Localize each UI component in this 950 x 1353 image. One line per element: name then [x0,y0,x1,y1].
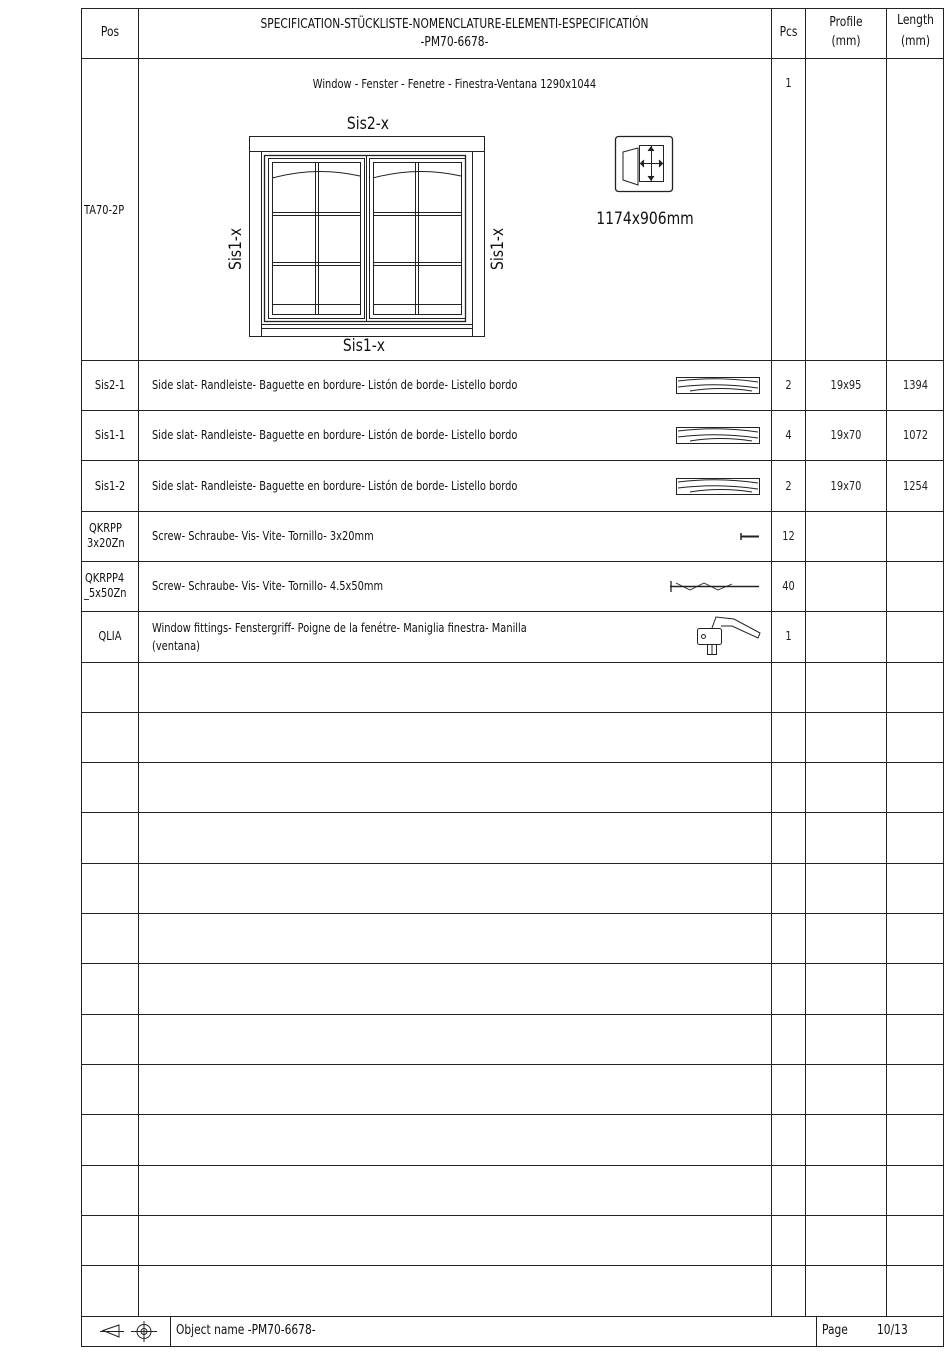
window-type-icon [616,137,673,192]
object-name: Object name -PM70-6678- [176,1323,316,1338]
slat-icon [677,428,760,444]
row-pos: Sis1-1 [94,428,126,442]
crosshair-target-icon [131,1321,157,1342]
page-number: 10/13 [877,1323,908,1338]
main-item-pcs: 1 [785,76,792,90]
header-length: Length [897,13,934,28]
long-screw-icon [670,581,759,592]
row-desc: Screw- Schraube- Vis- Vite- Tornillo- 4.5x50mm [152,579,384,593]
row-pcs: 2 [785,479,792,493]
projection-symbol-icon [100,1325,124,1337]
main-item-pos: TA70-2P [84,203,125,217]
row-profile: 19x95 [830,378,862,392]
row-desc: Side slat- Randleiste- Baguette en bordure- Listón de borde- Listello bordo [152,428,518,442]
row-length: 1072 [902,428,929,442]
header-profile: Profile [829,15,863,30]
row-desc: Window fittings- Fenstergriff- Poigne de la fenétre- Maniglia finestra- Manilla [152,621,527,635]
row-length: 1254 [902,479,929,493]
row-pos: Sis2-1 [94,378,126,392]
row-pos: QKRPP [89,521,122,535]
row-desc: Side slat- Randleiste- Baguette en bordure- Listón de borde- Listello bordo [152,378,518,392]
slat-icon [677,378,760,394]
row-pos: QLIA [98,629,122,643]
row-pos: QKRPP4 [85,571,125,585]
header-pos: Pos [100,25,120,40]
header-length-unit: (mm) [900,34,931,49]
header-profile-unit: (mm) [831,34,861,49]
row-desc: Screw- Schraube- Vis- Vite- Tornillo- 3x20mm [152,529,374,543]
label-right: Sis1-x [488,227,508,270]
slat-icon [677,479,760,495]
row-pos-suffix: _5x50Zn [84,586,127,600]
window-size: 1174x906mm [596,209,694,229]
label-left: Sis1-x [226,227,246,270]
row-profile: 19x70 [830,428,862,442]
row-pcs: 1 [785,629,792,643]
short-screw-icon [741,533,759,540]
row-pcs: 12 [782,529,795,543]
window-drawing [249,137,485,338]
row-pos: Sis1-2 [94,479,126,493]
page-label: Page [822,1323,848,1338]
main-item-title: Window - Fenster - Fenetre - Finestra-Ventana 1290x1044 [312,77,597,91]
row-pcs: 4 [785,428,792,442]
header-doc-code: -PM70-6678- [420,35,489,50]
header-pcs: Pcs [779,25,798,40]
window-handle-icon [698,617,761,655]
row-pos-suffix: 3x20Zn [87,536,125,550]
row-desc: Side slat- Randleiste- Baguette en bordure- Listón de borde- Listello bordo [152,479,518,493]
row-length: 1394 [902,378,929,392]
row-pcs: 2 [785,378,792,392]
row-desc-continued: (ventana) [152,639,200,653]
header-title: SPECIFICATION-STÜCKLISTE-NOMENCLATURE-ELEMENTI-ESPECIFICATIÓN [260,17,649,32]
label-bottom: Sis1-x [342,336,386,356]
row-profile: 19x70 [830,479,862,493]
label-top: Sis2-x [346,114,390,134]
row-pcs: 40 [782,579,795,593]
